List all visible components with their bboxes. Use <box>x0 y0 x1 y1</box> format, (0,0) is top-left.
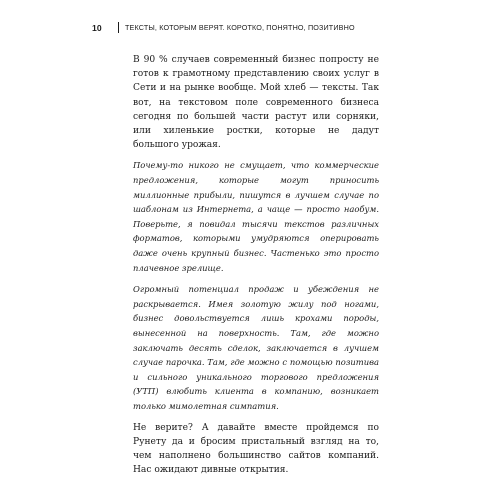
paragraph-italic-1: Почему-то никого не смущает, что коммерческие предложения, которые могут приносить миллионные прибыли, пишутся в лучшем случае по шаблонам из Интернета, а чаще — просто наобум. Поверьте, я повидал тысячи текстов различных форматов, которыми умудряются оперировать даже очень крупный бизнес. Частенько это просто плачевное зрелище. <box>133 160 379 273</box>
running-title: ТЕКСТЫ, КОТОРЫМ ВЕРЯТ. КОРОТКО, ПОНЯТНО, ПОЗИТИВНО <box>125 23 355 32</box>
paragraph-closing: Не верите? А давайте вместе пройдемся по Рунету да и бросим пристальный взгляд на то, чем наполнено большинство сайтов компаний. Нас ожидают дивные открытия. <box>133 422 379 476</box>
paragraph-intro: В 90 % случаев современный бизнес попросту не готов к грамотному представлению своих услуг в Сети и на рынке вообще. Мой хлеб — тексты. Так вот, на текстовом поле современного бизнеса сегодня по большей части растут или сорняки, или хиленькие ростки, которые не дадут большого урожая. <box>133 55 379 151</box>
page-number: 10 <box>92 22 102 33</box>
running-header <box>92 22 422 33</box>
page-body <box>133 53 379 483</box>
paragraph-italic-2: Огромный потенциал продаж и убеждения не раскрывается. Имея золотую жилу под ногами, бизнес довольствуется лишь крохами породы, вынесенной на поверхность. Там, где можно заключать десять сделок, заключается в лучшем случае парочка. Там, где можно с помощью позитива и сильного уникального торгового предложения (УТП) влюбить клиента в компанию, возникает только мимолетная симпатия. <box>133 284 379 411</box>
header-divider <box>118 22 119 33</box>
